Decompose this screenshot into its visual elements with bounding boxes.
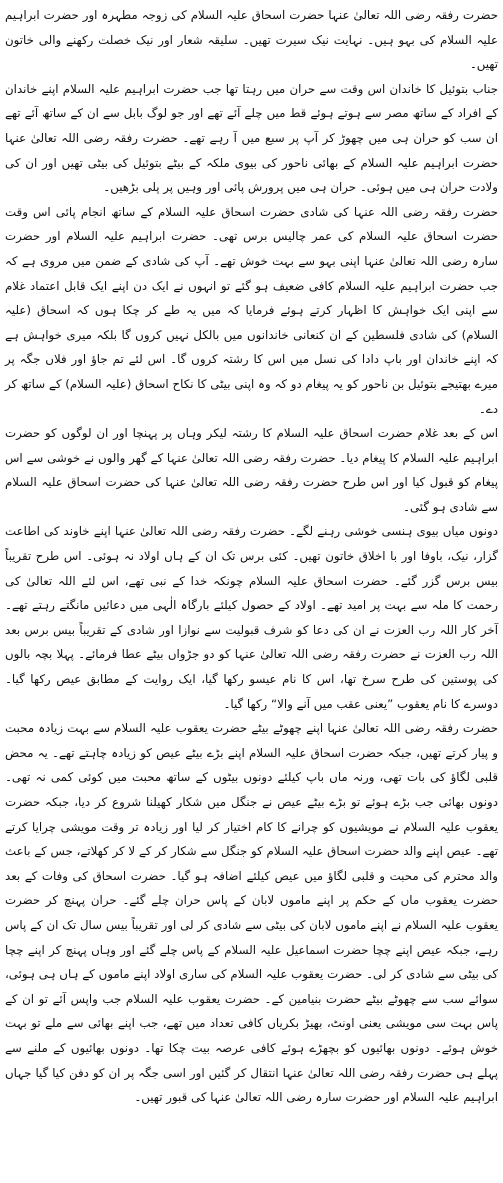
- marriage-proposal-paragraph: حضرت رفقہ رضی اللہ عنہا کی شادی حضرت اسحاق علیہ السلام کے ساتھ انجام پائی اس وقت حضرت اسحاق علیہ السلام کی عمر چالیس برس تھی۔ حضرت ابراہیم علیہ السلام اور حضرت سارہ رضی اللہ تعالیٰ عنہا اپنی بہو سے بہت خوش تھے۔ آپ کی شادی کے ضمن میں مروی ہے کہ جب حضرت ابراہیم علیہ السلام کافی ضعیف ہو گئے تو انہوں نے ایک دن اپنے ایک قابل اعتماد غلام سے اپنی ایک خواہش کا اظہار کرتے ہوئے فرمایا کہ میں یہ طے کر چکا ہوں کہ اسحاق (علیہ السلام) کی شادی فلسطین کے ان کنعانی خاندانوں میں بالکل نہیں کروں گا بلکہ میری خواہش ہے کہ اپنے خاندان اور باپ دادا کی نسل میں اس کا رشتہ کروں گا۔ اس لئے تم جاؤ اور فلاں جگہ پر میرے بھتیجے بتوئیل بن ناحور کو یہ پیغام دو کہ وہ اپنی بیٹی کا نکاح اسحاق (علیہ السلام) کے ساتھ کر دے۔: [5, 204, 498, 416]
- marriage-acceptance-paragraph: اس کے بعد غلام حضرت اسحاق علیہ السلام کا رشتہ لیکر وہاں پر پہنچا اور ان لوگوں کو حضرت ابراہیم علیہ السلام کا پیغام دیا۔ حضرت رفقہ رضی اللہ تعالیٰ عنہا کے گھر والوں نے خوشی سے اس پیغام کو قبول کیا اور اس طرح حضرت رفقہ رضی اللہ تعالیٰ عنہا کی حضرت اسحاق علیہ السلام سے شادی ہو گئی۔: [5, 426, 498, 514]
- sons-and-death-paragraph: حضرت رفقہ رضی اللہ تعالیٰ عنہا اپنے چھوٹے بیٹے حضرت یعقوب علیہ السلام سے بہت زیادہ محبت و پیار کرتے تھیں، جبکہ حضرت اسحاق علیہ السلام اپنے بڑے بیٹے عیص کو زیادہ چاہتے تھے۔ یہ محض قلبی لگاؤ کی بات تھی، ورنہ ماں باپ کیلئے دونوں بیٹوں کے ساتھ محبت میں کوئی کمی نہ تھی۔ دونوں بھائی جب بڑے ہوئے تو بڑے بیٹے عیص نے جنگل میں شکار کھیلنا شروع کر دیا، جبکہ حضرت یعقوب علیہ السلام نے مویشیوں کو چرانے کا کام اختیار کر لیا اور زیادہ تر وقت مویشی چرایا کرتے تھے۔ عیص اپنے والد حضرت اسحاق علیہ السلام کو جنگل سے شکار کر کے لا کر کھلاتے، جس کے باعث والد محترم کی محبت و قلبی لگاؤ میں عیص کیلئے اضافہ ہو گیا۔ حضرت اسحاق کی وفات کے بعد حضرت یعقوب ماں کے حکم پر اپنے ماموں لابان کے پاس حران چلے گئے۔ حران پہنچ کر حضرت یعقوب علیہ السلام نے اپنے ماموں لابان کی بیٹی سے شادی کر لی اور تقریباً بیس سال تک ان کے پاس رہے، جبکہ عیص اپنے چچا حضرت اسماعیل علیہ السلام کے پاس چلے گئے اور وہاں پہنچ کر اپنے چچا کی بیٹی سے شادی کر لی۔ حضرت یعقوب علیہ السلام کی ساری اولاد اپنے ماموں کے ہاں ہی ہوئی، سوائے سب سے چھوٹے بیٹے حضرت بنیامین کے۔ حضرت یعقوب علیہ السلام جب واپس آئے تو ان کے پاس بہت سی مویشی یعنی اونٹ، بھیڑ بکریاں کافی تعداد میں تھے، جب اپنے بھائی سے ملے تو بہت خوش ہوئے۔ دونوں بھائیوں کو بچھڑے ہوئے کافی عرصہ بیت چکا تھا۔ دونوں بھائیوں کے ملنے سے پہلے ہی حضرت رفقہ رضی اللہ تعالیٰ عنہا انتقال کر گئیں اور اسی جگہ پر ان کو دفن کیا گیا جہاں ابراہیم علیہ السلام اور حضرت سارہ رضی اللہ تعالیٰ عنہا کی قبور تھیں۔: [5, 721, 498, 1105]
- family-background-paragraph: جناب بتوئیل کا خاندان اس وقت سے حران میں رہتا تھا جب حضرت ابراہیم علیہ السلام اپنے خاندان کے افراد کے ساتھ مصر سے ہوتے ہوئے قط میں چلے آئے تھے اور جو لوگ بابل سے ان کے ساتھ آئے تھے ان سب کو حران ہی میں چھوڑ کر آپ پر سبع میں آ رہے تھے۔ حضرت رفقہ رضی اللہ تعالیٰ عنہا حضرت ابراہیم علیہ السلام کے بھائی ناحور کی بیوی ملکہ کے بیٹے بتوئیل کی بیٹی تھیں اور ان کی ولادت حران ہی میں ہوئی۔ حران ہی میں پرورش پائی اور وہیں پر پلی بڑھیں۔: [5, 81, 498, 195]
- intro-paragraph: حضرت رفقہ رضی اللہ تعالیٰ عنہا حضرت اسحاق علیہ السلام کی زوجہ مطہرہ اور حضرت ابراہیم علیہ السلام کی بہو ہیں۔ نہایت نیک سیرت تھیں۔ سلیقہ شعار اور نیک خصلت رکھنے والی خاتون تھیں۔: [5, 8, 498, 72]
- children-birth-paragraph: دونوں میاں بیوی ہنسی خوشی رہنے لگے۔ حضرت رفقہ رضی اللہ تعالیٰ عنہا اپنے خاوند کی اطاعت گزار، نیک، باوفا اور با اخلاق خاتون تھیں۔ کئی برس تک ان کے ہاں اولاد نہ ہوئی۔ اس طرح تقریباً بیس برس گزر گئے۔ حضرت اسحاق علیہ السلام چونکہ خدا کے نبی تھے، اس لئے اللہ تعالیٰ کی رحمت کا ملہ سے بہت پر امید تھے۔ اولاد کے حصول کیلئے بارگاہ الٰہی میں دعائیں مانگتے رہتے تھے۔ آخر کار اللہ رب العزت نے ان کی دعا کو شرف قبولیت سے نوازا اور شادی کے تقریباً بیس برس بعد اللہ رب العزت نے حضرت رفقہ رضی اللہ تعالیٰ عنہا کو دو جڑواں بیٹے عطا فرمائے۔ پہلا بچہ بالوں کی پوستین کی طرح سرخ تھا، اس کا نام عیسو رکھا گیا، ایک روایت کے مطابق عیص رکھا گیا۔ دوسرے کا نام یعقوب ”یعنی عقب میں آنے والا“ رکھا گیا۔: [5, 524, 498, 711]
